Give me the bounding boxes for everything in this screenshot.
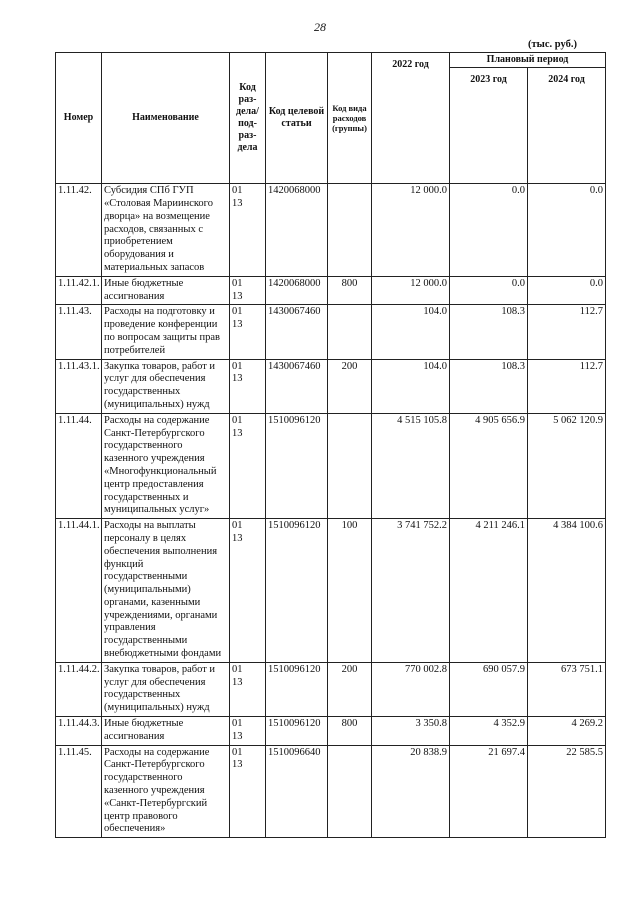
row-expense-type (328, 413, 372, 518)
section-code: 01 (232, 718, 243, 730)
row-section-code (230, 276, 266, 305)
row-expense-type: 100 (328, 519, 372, 663)
section-code: 01 (232, 306, 243, 318)
row-name: Расходы на выплаты персоналу в целях обеспечения выполнения функций государственными (муниципальными) органами, казенными учреждениями, органами управления государственными внебюджетными фондами (102, 519, 230, 663)
row-value-2024: 673 751.1 (528, 662, 606, 716)
section-code: 01 (232, 520, 243, 532)
row-section-code (230, 662, 266, 716)
row-value-2023: 21 697.4 (450, 745, 528, 838)
row-name: Субсидия СПб ГУП «Столовая Мариинского дворца» на возмещение расходов, связанных с приобретением оборудования и материальных запасов (102, 184, 230, 277)
row-target-code: 1510096120 (266, 519, 328, 663)
subsection-code: 13 (232, 676, 243, 688)
table-row (56, 305, 606, 359)
row-number: 1.11.42.1. (56, 276, 102, 305)
row-value-2022: 104.0 (372, 305, 450, 359)
row-value-2024: 112.7 (528, 359, 606, 413)
row-value-2024: 4 269.2 (528, 717, 606, 746)
row-number: 1.11.43. (56, 305, 102, 359)
budget-table (55, 52, 606, 838)
table-row (56, 717, 606, 746)
row-value-2024: 0.0 (528, 184, 606, 277)
row-value-2024: 22 585.5 (528, 745, 606, 838)
row-name: Иные бюджетные ассигнования (102, 717, 230, 746)
section-code: 01 (232, 360, 243, 372)
header-2023: 2023 год (450, 68, 528, 184)
section-code: 01 (232, 663, 243, 675)
row-target-code: 1510096120 (266, 717, 328, 746)
row-value-2023: 4 905 656.9 (450, 413, 528, 518)
row-target-code: 1420068000 (266, 276, 328, 305)
row-value-2023: 108.3 (450, 359, 528, 413)
row-number: 1.11.44.3. (56, 717, 102, 746)
header-2024: 2024 год (528, 68, 606, 184)
row-section-code (230, 745, 266, 838)
table-row (56, 413, 606, 518)
header-expense-type-code: Код вида расходов (группы) (328, 53, 372, 184)
subsection-code: 13 (232, 319, 243, 331)
units-label: (тыс. руб.) (528, 39, 577, 50)
table-body (56, 184, 606, 838)
section-code: 01 (232, 746, 243, 758)
row-section-code (230, 717, 266, 746)
row-number: 1.11.44.1. (56, 519, 102, 663)
table-row (56, 519, 606, 663)
row-value-2023: 0.0 (450, 276, 528, 305)
row-expense-type (328, 305, 372, 359)
row-value-2023: 0.0 (450, 184, 528, 277)
row-value-2023: 4 211 246.1 (450, 519, 528, 663)
subsection-code: 13 (232, 759, 243, 771)
row-target-code: 1510096120 (266, 662, 328, 716)
row-value-2022: 3 350.8 (372, 717, 450, 746)
subsection-code: 13 (232, 290, 243, 302)
section-code: 01 (232, 277, 243, 289)
row-section-code (230, 519, 266, 663)
row-section-code (230, 359, 266, 413)
header-name: Наименование (102, 53, 230, 184)
row-number: 1.11.43.1. (56, 359, 102, 413)
row-number: 1.11.44.2. (56, 662, 102, 716)
row-number: 1.11.42. (56, 184, 102, 277)
row-value-2024: 0.0 (528, 276, 606, 305)
row-expense-type (328, 184, 372, 277)
section-code: 01 (232, 414, 243, 426)
row-target-code: 1430067460 (266, 359, 328, 413)
row-value-2023: 4 352.9 (450, 717, 528, 746)
row-name: Расходы на содержание Санкт-Петербургского государственного казенного учреждения «Санкт-Петербургский центр правового обеспечения» (102, 745, 230, 838)
header-section-code: Код раз-дела/ под-раз-дела (230, 53, 266, 184)
row-value-2022: 12 000.0 (372, 184, 450, 277)
page-number: 28 (314, 20, 326, 34)
row-name: Расходы на содержание Санкт-Петербургского государственного казенного учреждения «Многофункциональный центр предоставления государственных и муниципальных услуг» (102, 413, 230, 518)
row-expense-type: 800 (328, 276, 372, 305)
section-code: 01 (232, 185, 243, 197)
subsection-code: 13 (232, 532, 243, 544)
table-row (56, 276, 606, 305)
row-number: 1.11.44. (56, 413, 102, 518)
table-row (56, 184, 606, 277)
row-value-2024: 4 384 100.6 (528, 519, 606, 663)
row-section-code (230, 184, 266, 277)
row-expense-type: 800 (328, 717, 372, 746)
header-number: Номер (56, 53, 102, 184)
header-2022: 2022 год (372, 53, 450, 184)
row-expense-type (328, 745, 372, 838)
row-value-2022: 3 741 752.2 (372, 519, 450, 663)
row-value-2022: 12 000.0 (372, 276, 450, 305)
subsection-code: 13 (232, 427, 243, 439)
table-row (56, 745, 606, 838)
row-value-2022: 20 838.9 (372, 745, 450, 838)
row-expense-type: 200 (328, 359, 372, 413)
row-target-code: 1510096120 (266, 413, 328, 518)
row-number: 1.11.45. (56, 745, 102, 838)
header-plan-period: Плановый период (450, 53, 606, 68)
row-value-2023: 690 057.9 (450, 662, 528, 716)
row-value-2022: 4 515 105.8 (372, 413, 450, 518)
row-name: Закупка товаров, работ и услуг для обеспечения государственных (муниципальных) нужд (102, 359, 230, 413)
row-name: Иные бюджетные ассигнования (102, 276, 230, 305)
table-row (56, 359, 606, 413)
row-section-code (230, 305, 266, 359)
row-value-2024: 112.7 (528, 305, 606, 359)
row-target-code: 1430067460 (266, 305, 328, 359)
row-value-2022: 770 002.8 (372, 662, 450, 716)
row-value-2022: 104.0 (372, 359, 450, 413)
row-name: Расходы на подготовку и проведение конференции по вопросам защиты прав потребителей (102, 305, 230, 359)
row-section-code (230, 413, 266, 518)
row-expense-type: 200 (328, 662, 372, 716)
row-value-2024: 5 062 120.9 (528, 413, 606, 518)
row-name: Закупка товаров, работ и услуг для обеспечения государственных (муниципальных) нужд (102, 662, 230, 716)
row-value-2023: 108.3 (450, 305, 528, 359)
subsection-code: 13 (232, 373, 243, 385)
subsection-code: 13 (232, 197, 243, 209)
header-target-code: Код целевой статьи (266, 53, 328, 184)
subsection-code: 13 (232, 730, 243, 742)
table-row (56, 662, 606, 716)
row-target-code: 1420068000 (266, 184, 328, 277)
row-target-code: 1510096640 (266, 745, 328, 838)
